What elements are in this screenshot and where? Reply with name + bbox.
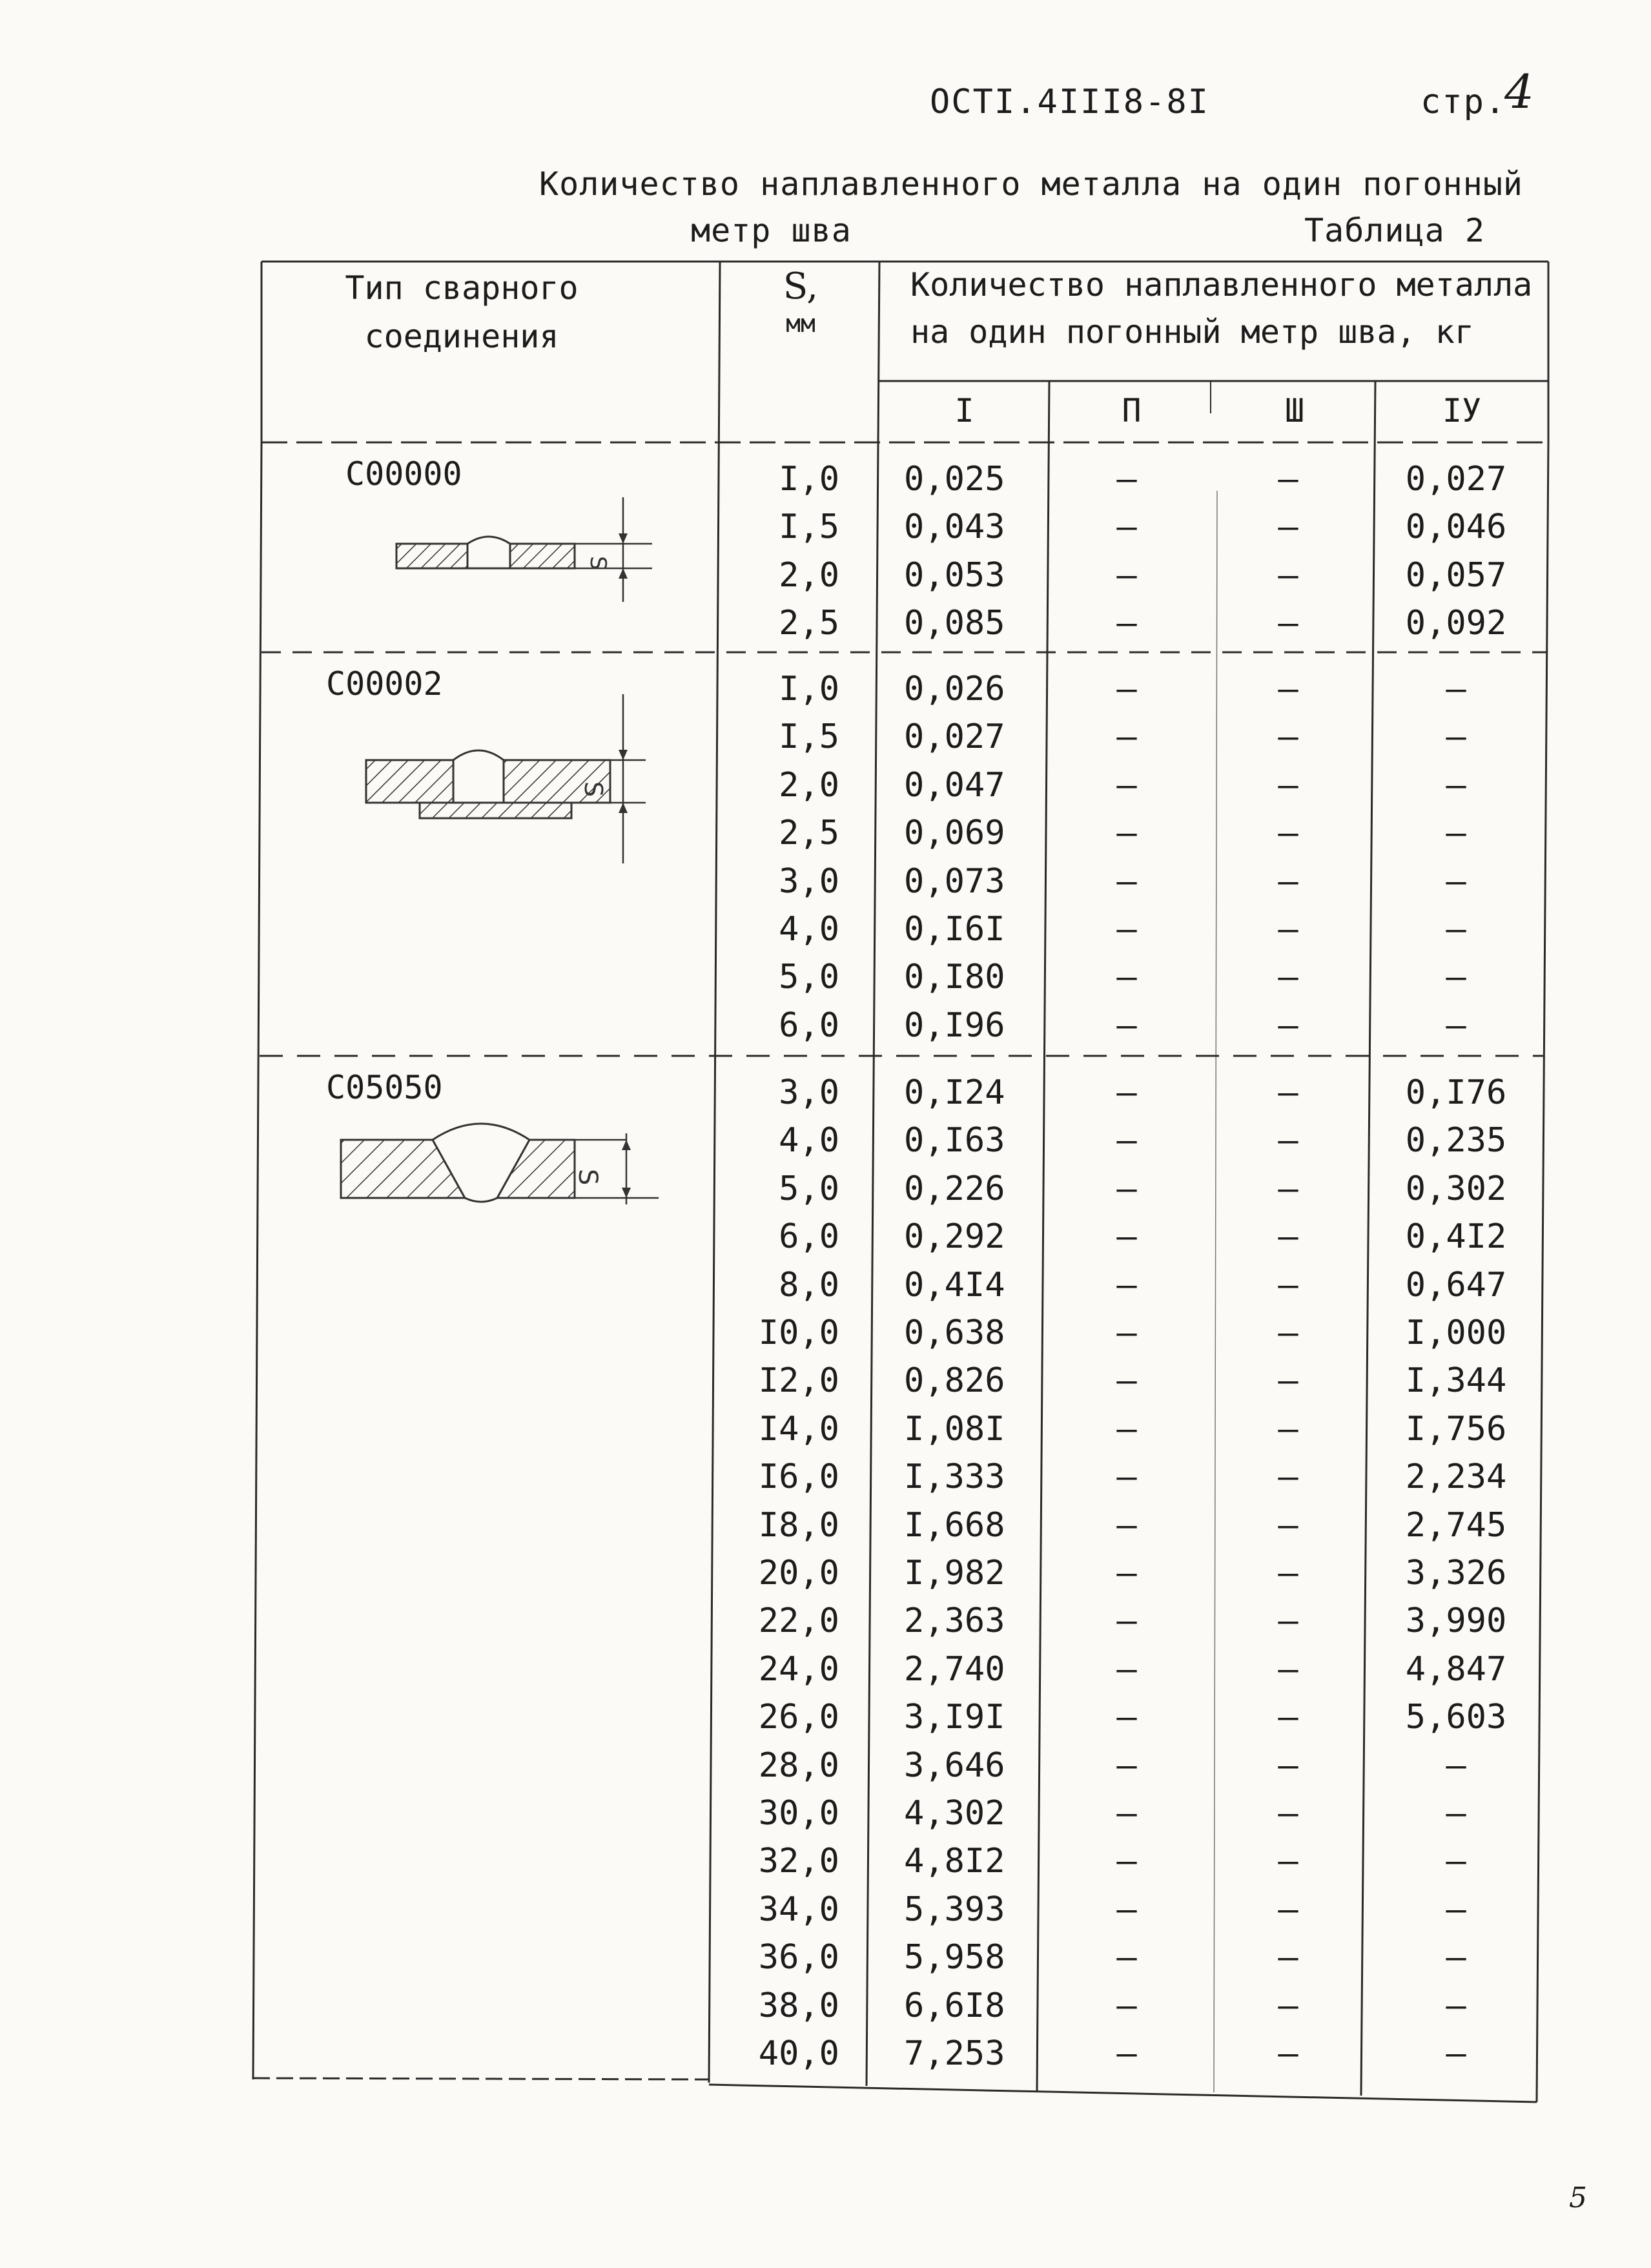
cell-s: I6,0: [758, 1458, 839, 1497]
cell-v1: I,333: [904, 1458, 1005, 1497]
joint-code-c00000: С00000: [345, 455, 462, 493]
cell-v2: –: [1116, 1005, 1137, 1045]
cell-v4: –: [1446, 2034, 1466, 2073]
col-s-header-unit: мм: [786, 309, 815, 338]
cell-v3: –: [1278, 814, 1298, 853]
page-number-handwritten: 4: [1504, 65, 1534, 119]
cell-v4: –: [1446, 814, 1466, 853]
cell-v3: –: [1278, 2034, 1298, 2073]
standard-code: ОСТI.4III8-8I: [930, 83, 1209, 121]
col-type-header-line2: соединения: [364, 318, 559, 355]
weld-diagram-c00002: [358, 694, 668, 869]
cell-v4: –: [1446, 861, 1466, 901]
cell-v3: –: [1278, 1265, 1298, 1304]
cell-v1: 3,646: [904, 1746, 1005, 1785]
cell-v4: –: [1446, 1842, 1466, 1881]
cell-v3: –: [1278, 958, 1298, 997]
cell-v1: 0,4I4: [904, 1265, 1005, 1304]
cell-v2: –: [1116, 1938, 1137, 1977]
cell-v1: 0,053: [904, 555, 1005, 595]
cell-v4: 2,745: [1405, 1505, 1507, 1545]
cell-v1: 0,I96: [904, 1005, 1005, 1045]
cell-v4: 0,057: [1405, 555, 1507, 595]
diagram-s-label: S: [585, 556, 611, 570]
cell-v2: –: [1116, 2034, 1137, 2073]
cell-v3: –: [1278, 555, 1298, 595]
cell-v3: –: [1278, 670, 1298, 708]
cell-s: 2,5: [779, 814, 839, 853]
cell-s: I,5: [779, 508, 839, 547]
cell-v2: –: [1116, 1986, 1137, 2025]
cell-v3: –: [1278, 1649, 1298, 1689]
cell-v2: –: [1116, 1698, 1137, 1737]
cell-v4: 5,603: [1405, 1698, 1507, 1737]
cell-v2: –: [1116, 1169, 1137, 1208]
cell-v1: 0,826: [904, 1361, 1005, 1401]
cell-v4: I,756: [1405, 1409, 1507, 1448]
cell-s: 3,0: [779, 861, 839, 901]
cell-v1: 0,085: [904, 604, 1005, 643]
cell-v3: –: [1278, 861, 1298, 901]
joint-code-c00002: С00002: [326, 665, 443, 703]
cell-v4: –: [1446, 1938, 1466, 1977]
cell-s: 3,0: [779, 1073, 839, 1112]
cell-v4: 0,I76: [1405, 1073, 1507, 1112]
cell-v1: 5,393: [904, 1890, 1005, 1929]
cell-v2: –: [1116, 1890, 1137, 1929]
cell-v1: 0,043: [904, 508, 1005, 547]
cell-v2: –: [1116, 910, 1137, 949]
cell-v2: –: [1116, 460, 1137, 499]
cell-v2: –: [1116, 555, 1137, 595]
cell-v4: –: [1446, 1890, 1466, 1929]
cell-v3: –: [1278, 508, 1298, 547]
cell-v4: –: [1446, 1746, 1466, 1785]
cell-s: 28,0: [758, 1746, 839, 1785]
cell-v4: I,000: [1405, 1314, 1507, 1352]
table-title-line1: Количество наплавленного металла на один погонный: [539, 165, 1524, 203]
table-label: Таблица 2: [1304, 212, 1485, 249]
cell-v4: –: [1446, 1005, 1466, 1045]
joint-code-c05050: С05050: [326, 1069, 443, 1106]
cell-v3: –: [1278, 1458, 1298, 1497]
cell-v2: –: [1116, 1409, 1137, 1448]
cell-v4: 0,4I2: [1405, 1217, 1507, 1257]
cell-v1: 0,026: [904, 670, 1005, 708]
cell-v3: –: [1278, 1361, 1298, 1401]
weld-diagram-c00000: [381, 491, 672, 607]
svg-text:S: S: [573, 1169, 602, 1186]
cell-v2: –: [1116, 1217, 1137, 1257]
cell-s: I0,0: [758, 1314, 839, 1352]
table-title-line2: метр шва: [691, 212, 852, 249]
cell-v1: 6,6I8: [904, 1986, 1005, 2025]
cell-v4: 0,027: [1405, 460, 1507, 499]
cell-v1: I,982: [904, 1554, 1005, 1593]
cell-s: 6,0: [779, 1005, 839, 1045]
cell-v2: –: [1116, 1314, 1137, 1352]
cell-v3: –: [1278, 1314, 1298, 1352]
col-type-header-line1: Тип сварного: [345, 269, 579, 307]
page-label: стр.: [1420, 83, 1507, 121]
cell-v2: –: [1116, 1458, 1137, 1497]
col-qty-header-line1: Количество наплавленного металла: [910, 266, 1533, 304]
cell-v1: 5,958: [904, 1938, 1005, 1977]
cell-v1: 0,025: [904, 460, 1005, 499]
cell-s: I,5: [779, 717, 839, 757]
cell-v4: 3,326: [1405, 1554, 1507, 1593]
cell-v3: –: [1278, 1842, 1298, 1881]
cell-s: I,0: [779, 460, 839, 499]
cell-v1: 0,073: [904, 861, 1005, 901]
cell-s: 38,0: [758, 1986, 839, 2025]
cell-v2: –: [1116, 1265, 1137, 1304]
cell-v2: –: [1116, 814, 1137, 853]
cell-s: I4,0: [758, 1409, 839, 1448]
cell-v1: 0,I6I: [904, 910, 1005, 949]
cell-v3: –: [1278, 1005, 1298, 1045]
cell-v3: –: [1278, 910, 1298, 949]
cell-v1: 2,363: [904, 1602, 1005, 1641]
sub-header-3: Ш: [1284, 392, 1305, 429]
cell-v3: –: [1278, 460, 1298, 499]
cell-v4: 3,990: [1405, 1602, 1507, 1641]
cell-v3: –: [1278, 1169, 1298, 1208]
cell-v1: 2,740: [904, 1649, 1005, 1689]
cell-s: I8,0: [758, 1505, 839, 1545]
cell-s: 2,0: [779, 555, 839, 595]
cell-v3: –: [1278, 1746, 1298, 1785]
cell-v2: –: [1116, 670, 1137, 708]
cell-v2: –: [1116, 1361, 1137, 1401]
cell-v1: 7,253: [904, 2034, 1005, 2073]
cell-v3: –: [1278, 1794, 1298, 1833]
cell-v2: –: [1116, 508, 1137, 547]
cell-s: 40,0: [758, 2034, 839, 2073]
cell-v1: 0,I24: [904, 1073, 1005, 1112]
cell-v1: 0,638: [904, 1314, 1005, 1352]
cell-s: 20,0: [758, 1554, 839, 1593]
cell-s: 5,0: [779, 1169, 839, 1208]
cell-v4: –: [1446, 910, 1466, 949]
cell-v1: 0,047: [904, 765, 1005, 805]
cell-s: 2,5: [779, 604, 839, 643]
cell-s: 6,0: [779, 1217, 839, 1257]
cell-v3: –: [1278, 765, 1298, 805]
cell-v1: 0,292: [904, 1217, 1005, 1257]
cell-v2: –: [1116, 765, 1137, 805]
cell-v4: 0,092: [1405, 604, 1507, 643]
cell-s: 26,0: [758, 1698, 839, 1737]
cell-v3: –: [1278, 1890, 1298, 1929]
cell-s: 2,0: [779, 765, 839, 805]
cell-s: 22,0: [758, 1602, 839, 1641]
cell-v1: 0,069: [904, 814, 1005, 853]
cell-v3: –: [1278, 1938, 1298, 1977]
cell-s: 34,0: [758, 1890, 839, 1929]
cell-v2: –: [1116, 1746, 1137, 1785]
cell-s: 32,0: [758, 1842, 839, 1881]
cell-v4: –: [1446, 1794, 1466, 1833]
cell-s: 30,0: [758, 1794, 839, 1833]
cell-v1: I,08I: [904, 1409, 1005, 1448]
cell-s: 4,0: [779, 1121, 839, 1160]
cell-v4: –: [1446, 765, 1466, 805]
cell-v4: I,344: [1405, 1361, 1507, 1401]
cell-v4: 4,847: [1405, 1649, 1507, 1689]
cell-v3: –: [1278, 1073, 1298, 1112]
cell-v2: –: [1116, 717, 1137, 757]
cell-v3: –: [1278, 1121, 1298, 1160]
cell-s: 36,0: [758, 1938, 839, 1977]
cell-v1: 0,I63: [904, 1121, 1005, 1160]
sub-header-4: IУ: [1442, 392, 1482, 429]
cell-v3: –: [1278, 1698, 1298, 1737]
cell-v3: –: [1278, 1217, 1298, 1257]
cell-v2: –: [1116, 1554, 1137, 1593]
cell-v3: –: [1278, 1409, 1298, 1448]
cell-s: 5,0: [779, 958, 839, 997]
cell-v3: –: [1278, 717, 1298, 757]
cell-v1: 3,I9I: [904, 1698, 1005, 1737]
svg-text:S: S: [579, 781, 608, 798]
cell-v4: –: [1446, 958, 1466, 997]
cell-v3: –: [1278, 1986, 1298, 2025]
cell-v4: 0,647: [1405, 1265, 1507, 1304]
footer-page-number: 5: [1569, 2181, 1587, 2214]
cell-s: I2,0: [758, 1361, 839, 1401]
cell-v4: 0,046: [1405, 508, 1507, 547]
cell-v2: –: [1116, 1073, 1137, 1112]
sub-header-1: I: [954, 392, 974, 429]
cell-v2: –: [1116, 1649, 1137, 1689]
cell-v2: –: [1116, 1842, 1137, 1881]
cell-s: I,0: [779, 670, 839, 708]
cell-v2: –: [1116, 1121, 1137, 1160]
cell-v2: –: [1116, 1794, 1137, 1833]
cell-v1: 0,226: [904, 1169, 1005, 1208]
cell-v1: I,668: [904, 1505, 1005, 1545]
col-qty-header-line2: на один погонный метр шва, кг: [910, 313, 1474, 351]
cell-v3: –: [1278, 604, 1298, 643]
sub-header-2: П: [1122, 392, 1142, 429]
cell-s: 8,0: [779, 1265, 839, 1304]
cell-s: 4,0: [779, 910, 839, 949]
cell-v4: –: [1446, 1986, 1466, 2025]
cell-v4: –: [1446, 717, 1466, 757]
cell-v4: 0,302: [1405, 1169, 1507, 1208]
cell-v2: –: [1116, 861, 1137, 901]
weld-diagram-c05050: [336, 1108, 672, 1217]
cell-v3: –: [1278, 1505, 1298, 1545]
cell-v3: –: [1278, 1554, 1298, 1593]
cell-v2: –: [1116, 1505, 1137, 1545]
cell-v4: 0,235: [1405, 1121, 1507, 1160]
cell-s: 24,0: [758, 1649, 839, 1689]
cell-v2: –: [1116, 604, 1137, 643]
cell-v1: 0,027: [904, 717, 1005, 757]
cell-v4: –: [1446, 670, 1466, 708]
cell-v1: 0,I80: [904, 958, 1005, 997]
cell-v1: 4,302: [904, 1794, 1005, 1833]
cell-v4: 2,234: [1405, 1458, 1507, 1497]
cell-v1: 4,8I2: [904, 1842, 1005, 1881]
cell-v2: –: [1116, 1602, 1137, 1641]
cell-v2: –: [1116, 958, 1137, 997]
col-s-header-symbol: S,: [783, 265, 819, 307]
cell-v3: –: [1278, 1602, 1298, 1641]
